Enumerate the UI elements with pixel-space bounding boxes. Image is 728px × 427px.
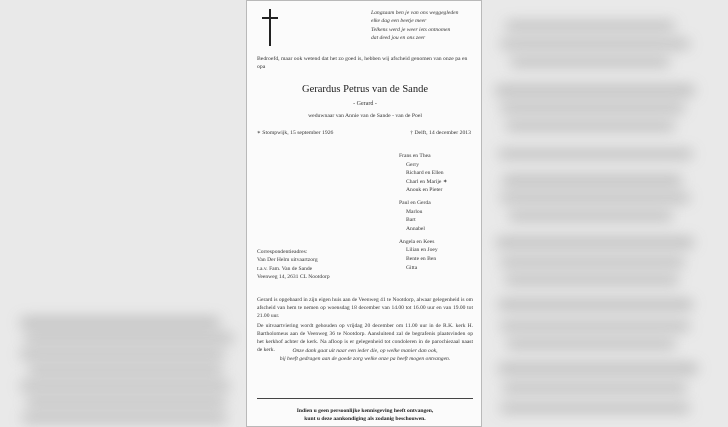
family-child: Gitta bbox=[406, 264, 418, 271]
intro-text: Bedroefd, maar ook wetend dat het zo goed is, hebben wij afscheid genomen van onze pa en opa bbox=[257, 56, 468, 71]
family-group bbox=[399, 238, 481, 272]
family-group bbox=[399, 199, 481, 233]
divider bbox=[257, 398, 473, 399]
funeral-paragraph: De uitvaartviering wordt gehouden op vrijdag 20 december om 11.00 uur in de R.K. kerk H. Bartholomeus aan de Veenweg 36 te Nootdorp. Aansluitend zal de begrafenis plaatsvinden op het kerkhof achter de kerk. Na afloop is er gelegenheid tot condoleren in de parochiezaal naast de kerk. bbox=[257, 323, 473, 354]
correspondence-line: t.a.v. Fam. Van de Sande bbox=[257, 265, 313, 272]
viewing-paragraph: Gerard is opgebaard in zijn eigen huis aan de Veenweg 41 te Nootdorp, alwaar gelegenheid is om afscheid van hem te nemen op woensdag 18 december van 14.00 tot 16.00 uur en van 19.00 tot 21.00 uur. bbox=[257, 297, 474, 320]
family-group bbox=[399, 152, 481, 195]
deceased-nickname: - Gerard - bbox=[353, 101, 377, 107]
poem-line: Langzaam ben je van ons weggegleden bbox=[371, 10, 459, 16]
family-child: Annabel bbox=[406, 225, 425, 232]
family-child: Gerry bbox=[406, 161, 420, 168]
notice-line: Indien u geen persoonlijke kennisgeving heeft ontvangen, bbox=[296, 408, 434, 414]
correspondence-line: Veenweg 14, 2631 CL Nootdorp bbox=[257, 273, 330, 280]
obituary-card bbox=[246, 0, 482, 427]
correspondence-label: Correspondentieadres: bbox=[257, 249, 308, 255]
deceased-name: Gerardus Petrus van de Sande bbox=[302, 84, 428, 95]
family-child: Bente en Ben bbox=[406, 255, 437, 262]
birth-date: ∗ Stompwijk, 15 september 1926 bbox=[257, 130, 334, 136]
notice-line: kunt u deze aankondiging als zodanig beschouwen. bbox=[304, 416, 426, 423]
notice-text bbox=[255, 407, 475, 423]
correspondence-line: Van Der Helm uitvaartzorg bbox=[257, 257, 318, 264]
cross-icon-bar bbox=[262, 17, 278, 19]
poem-line: dat deed jou en ons zeer bbox=[371, 35, 426, 42]
family-head: Paul en Gerda bbox=[399, 200, 431, 207]
poem bbox=[371, 9, 479, 43]
thanks-line: Onze dank gaat uit naar een ieder die, op welke manier dan ook, bbox=[292, 348, 438, 354]
poem-line: Telkens werd je weer iets ontnomen bbox=[371, 26, 451, 33]
family-child: Lilian en Joey bbox=[406, 247, 438, 254]
family-child: Marlou bbox=[406, 208, 423, 215]
family-child: Charl en Marije ✶ bbox=[406, 178, 448, 185]
death-date: † Delft, 14 december 2013 bbox=[410, 130, 471, 136]
thanks-line: bij heeft gedragen aan de goede zorg welke onze pa heeft mogen ontvangen. bbox=[279, 356, 451, 363]
family-child: Anouk en Pieter bbox=[406, 187, 443, 194]
correspondence-address bbox=[257, 248, 397, 281]
family-child: Bart bbox=[406, 217, 416, 224]
cross-icon bbox=[269, 9, 271, 46]
poem-line: elke dag een beetje meer bbox=[371, 18, 427, 25]
family-head: Angela en Kees bbox=[399, 238, 435, 245]
thanks-text bbox=[255, 347, 475, 363]
family-head: Frans en Thea bbox=[399, 153, 431, 159]
family-list bbox=[399, 152, 481, 276]
family-child: Richard en Ellen bbox=[406, 170, 444, 177]
widower-line: weduwnaar van Annie van de Sande - van de Poel bbox=[308, 113, 422, 119]
